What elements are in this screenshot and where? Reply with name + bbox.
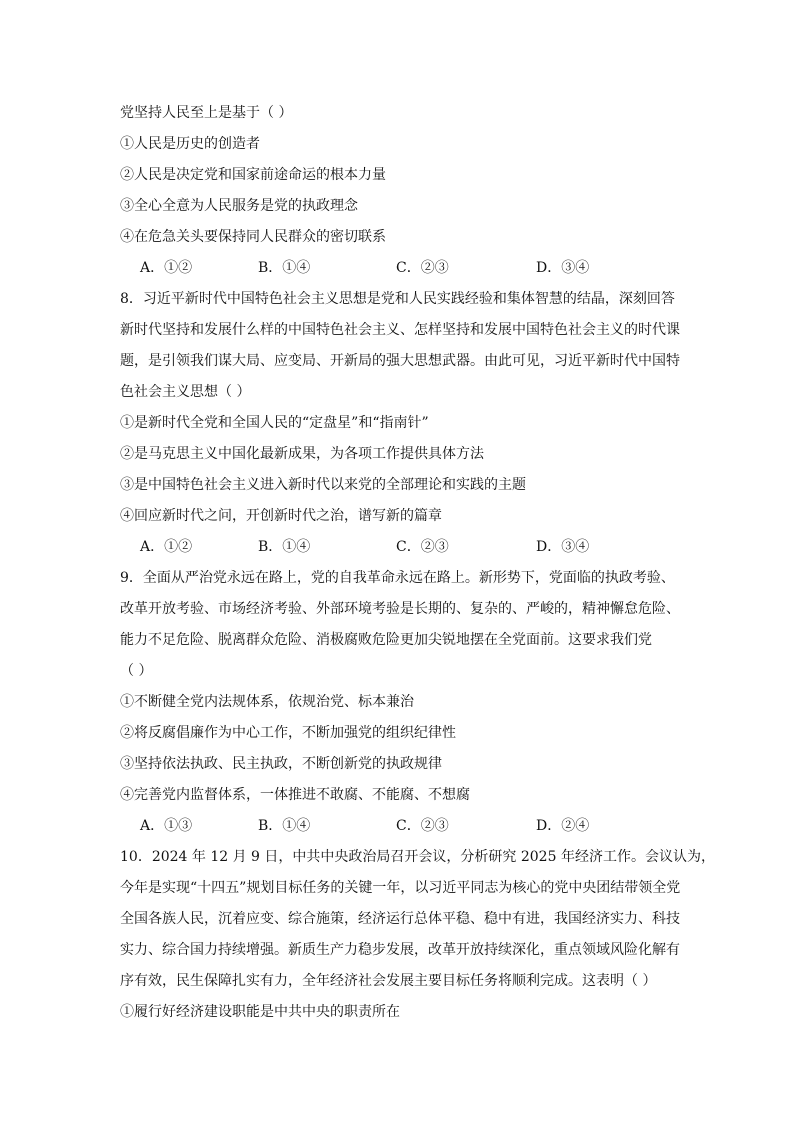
question-9-line-1: 9．全面从严治党永远在路上，党的自我革命永远在路上。新形势下，党面临的执政考验、 [120,570,675,586]
question-8-line-3: 题，是引领我们谋大局、应变局、开新局的强大思想武器。由此可见，习近平新时代中国特 [120,353,680,369]
question-9-option-d: D．②④ [536,818,590,834]
question-7-statement-1: ①人民是历史的创造者 [120,136,260,152]
question-9-statement-1: ①不断健全党内法规体系，依规治党、标本兼治 [120,694,414,710]
question-9-option-b: B．①④ [258,818,311,834]
question-8-option-d: D．③④ [536,539,590,555]
question-8-option-a: A．①② [140,539,193,555]
question-9-statement-2: ②将反腐倡廉作为中心工作，不断加强党的组织纪律性 [120,725,456,741]
question-9-statement-4: ④完善党内监督体系，一体推进不敢腐、不能腐、不想腐 [120,787,470,803]
question-10-line-4: 实力、综合国力持续增强。新质生产力稳步发展，改革开放持续深化，重点领域风险化解有 [120,942,680,958]
question-9-statement-3: ③坚持依法执政、民主执政，不断创新党的执政规律 [120,756,442,772]
question-8-statement-3: ③是中国特色社会主义进入新时代以来党的全部理论和实践的主题 [120,477,526,493]
question-7-option-a: A．①② [140,260,193,276]
question-9-line-2: 改革开放考验、市场经济考验、外部环境考验是长期的、复杂的、严峻的，精神懈怠危险、 [120,601,680,617]
question-7-option-c: C．②③ [396,260,449,276]
question-9-line-3: 能力不足危险、脱离群众危险、消极腐败危险更加尖锐地摆在全党面前。这要求我们党 [120,632,652,648]
question-7-stem: 党坚持人民至上是基于（ ） [120,105,293,121]
question-10-line-3: 全国各族人民，沉着应变、综合施策，经济运行总体平稳、稳中有进，我国经济实力、科技 [120,911,680,927]
question-10-line-2: 今年是实现“十四五”规划目标任务的关键一年，以习近平同志为核心的党中央团结带领全党 [120,880,681,896]
question-8-statement-2: ②是马克思主义中国化最新成果，为各项工作提供具体方法 [120,446,484,462]
question-10-line-1: 10．2024 年 12 月 9 日，中共中央政治局召开会议，分析研究 2025 年经济工作。会议认为， [120,849,715,865]
question-8-line-2: 新时代坚持和发展什么样的中国特色社会主义、怎样坚持和发展中国特色社会主义的时代课 [120,322,680,338]
question-8-line-1: 8．习近平新时代中国特色社会主义思想是党和人民实践经验和集体智慧的结晶，深刻回答 [120,291,675,307]
question-8-line-4: 色社会主义思想（ ） [120,384,251,400]
question-8-option-b: B．①④ [258,539,311,555]
question-7-option-b: B．①④ [258,260,311,276]
question-7-statement-2: ②人民是决定党和国家前途命运的根本力量 [120,167,386,183]
question-10-statement-1: ①履行好经济建设职能是中共中央的职责所在 [120,1004,400,1020]
question-7-statement-3: ③全心全意为人民服务是党的执政理念 [120,198,358,214]
question-7-option-d: D．③④ [536,260,590,276]
question-7-statement-4: ④在危急关头要保持同人民群众的密切联系 [120,229,386,245]
question-10-line-5: 序有效，民生保障扎实有力，全年经济社会发展主要目标任务将顺利完成。这表明（ ） [120,973,657,989]
question-8-statement-4: ④回应新时代之问，开创新时代之治，谱写新的篇章 [120,508,442,524]
question-8-statement-1: ①是新时代全党和全国人民的“定盘星”和“指南针” [120,415,429,431]
question-9-option-a: A．①③ [140,818,193,834]
question-9-option-c: C．②③ [396,818,449,834]
question-8-option-c: C．②③ [396,539,449,555]
question-9-line-4: （ ） [120,663,153,679]
